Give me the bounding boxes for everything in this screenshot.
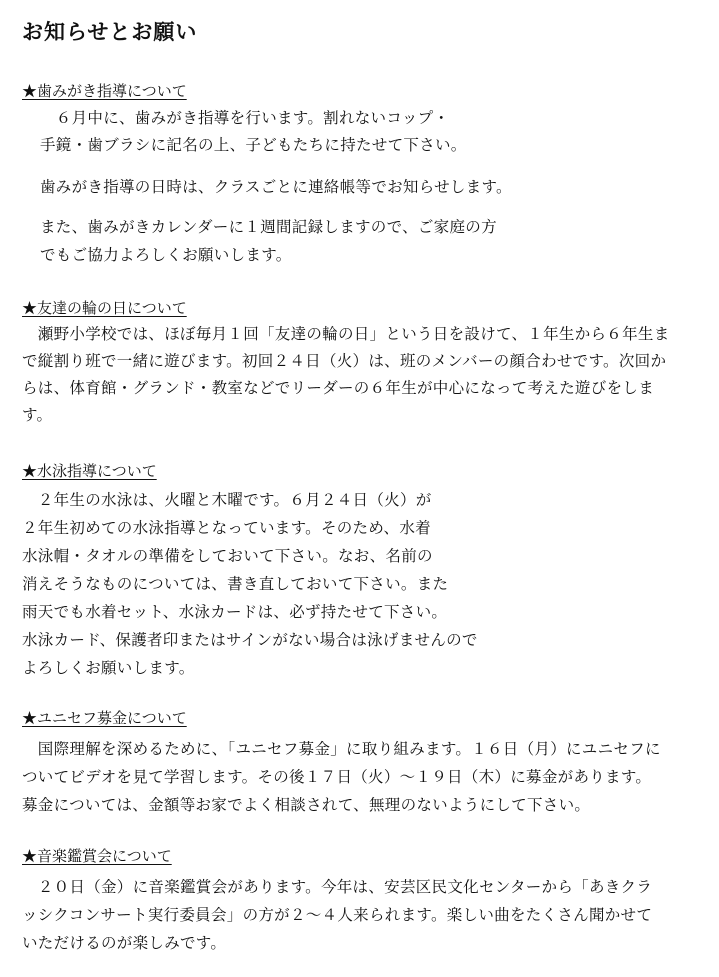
paragraph-line: 雨天でも水着セット、水泳カードは、必ず持たせて下さい。 xyxy=(22,603,448,621)
paragraph-line: 国際理解を深めるために、「ユニセフ募金」に取り組みます。１６日（月）にユニセフに xyxy=(22,740,661,758)
paragraph-line: でもご協力よろしくお願いします。 xyxy=(40,246,292,264)
paragraph-line: ２０日（金）に音楽鑑賞会があります。今年は、安芸区民文化センターから「あきクラ xyxy=(22,878,653,896)
section-heading: ★ユニセフ募金について xyxy=(22,709,187,727)
paragraph-line: 消えそうなものについては、書き直しておいて下さい。また xyxy=(22,575,449,593)
paragraph-line: ６月中に、歯みがき指導を行います。割れないコップ・ xyxy=(40,109,450,127)
paragraph-line: 水泳帽・タオルの準備をしておいて下さい。なお、名前の xyxy=(22,547,433,565)
paragraph-line: 募金については、金額等お家でよく相談されて、無理のないようにして下さい。 xyxy=(22,796,591,814)
section-heading: ★歯みがき指導について xyxy=(22,82,187,100)
paragraph-line: ついてビデオを見て学習します。その後１７日（火）～１９日（木）に募金があります。 xyxy=(22,768,652,786)
paragraph-line: ２年生初めての水泳指導となっています。そのため、水着 xyxy=(22,519,431,537)
paragraph-line: また、歯みがきカレンダーに１週間記録しますので、ご家庭の方 xyxy=(40,218,497,236)
section-heading: ★水泳指導について xyxy=(22,462,157,480)
section-heading: ★音楽鑑賞会について xyxy=(22,847,172,865)
paragraph-line: す。 xyxy=(22,406,53,424)
paragraph-line: 瀬野小学校では、ほぼ毎月１回「友達の輪の日」という日を設けて、１年生から６年生ま xyxy=(22,325,670,343)
paragraph-line: 水泳カード、保護者印またはサインがない場合は泳げませんので xyxy=(22,631,478,649)
paragraph-line: で縦割り班で一緒に遊びます。初回２４日（火）は、班のメンバーの顔合わせです。次回か xyxy=(22,352,667,370)
section-heading: ★友達の輪の日について xyxy=(22,299,187,317)
paragraph-line: よろしくお願いします。 xyxy=(22,659,195,677)
document-title: お知らせとお願い xyxy=(22,20,198,44)
paragraph-line: いただけるのが楽しみです。 xyxy=(22,934,227,952)
paragraph-line: ッシクコンサート実行委員会」の方が２～４人来られます。楽しい曲をたくさん聞かせて xyxy=(22,906,653,924)
paragraph-line: らは、体育館・グランド・教室などでリーダーの６年生が中心になって考えた遊びをしま xyxy=(22,379,655,397)
paragraph-line: 手鏡・歯ブラシに記名の上、子どもたちに持たせて下さい。 xyxy=(40,136,467,154)
paragraph-line: 歯みがき指導の日時は、クラスごとに連絡帳等でお知らせします。 xyxy=(40,178,512,196)
paragraph-line: ２年生の水泳は、火曜と木曜です。６月２４日（火）が xyxy=(22,491,432,509)
